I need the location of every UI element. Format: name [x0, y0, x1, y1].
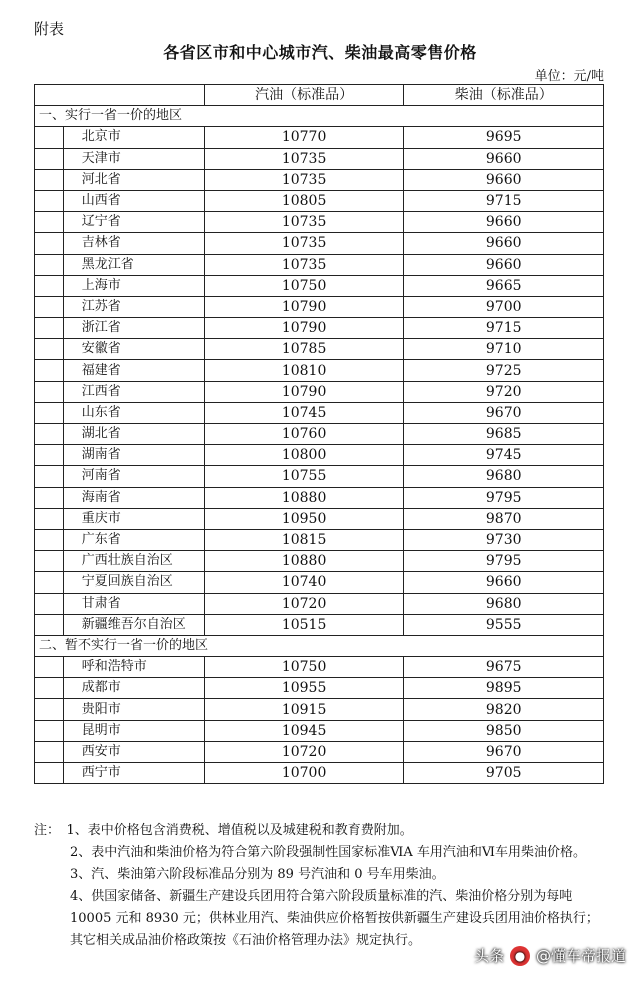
gasoline-price: 10790: [204, 296, 404, 317]
indent-cell: [35, 424, 64, 445]
gasoline-price: 10720: [204, 593, 404, 614]
indent-cell: [35, 360, 64, 381]
indent-cell: [35, 678, 64, 699]
appendix-label: 附表: [34, 20, 65, 38]
diesel-price: 9680: [404, 466, 604, 487]
table-row: [35, 445, 604, 466]
gasoline-price: 10745: [204, 402, 404, 423]
indent-cell: [35, 233, 64, 254]
table-row: [35, 360, 604, 381]
watermark-prefix: 头条: [473, 947, 504, 965]
diesel-price: 9745: [404, 445, 604, 466]
region-name: 湖北省: [63, 424, 204, 445]
gasoline-price: 10815: [204, 529, 404, 550]
gasoline-price: 10790: [204, 381, 404, 402]
header-blank-cell: [35, 85, 205, 106]
diesel-price: 9695: [404, 127, 604, 148]
section-header-row: [35, 106, 604, 127]
table-row: [35, 508, 604, 529]
diesel-price: 9700: [404, 296, 604, 317]
region-name: 贵阳市: [63, 699, 204, 720]
gasoline-price: 10950: [204, 508, 404, 529]
indent-cell: [35, 254, 64, 275]
region-name: 吉林省: [63, 233, 204, 254]
table-row: [35, 678, 604, 699]
region-name: 山西省: [63, 190, 204, 211]
table-row: [35, 169, 604, 190]
gasoline-price: 10735: [204, 169, 404, 190]
diesel-price: 9660: [404, 254, 604, 275]
indent-cell: [35, 466, 64, 487]
table-row: [35, 763, 604, 784]
indent-cell: [35, 296, 64, 317]
region-name: 宁夏回族自治区: [63, 572, 204, 593]
indent-cell: [35, 190, 64, 211]
diesel-price: 9685: [404, 424, 604, 445]
app-logo-icon: ●: [510, 946, 530, 966]
diesel-price: 9795: [404, 551, 604, 572]
diesel-price: 9660: [404, 148, 604, 169]
region-name: 昆明市: [63, 720, 204, 741]
diesel-price: 9795: [404, 487, 604, 508]
gasoline-price: 10955: [204, 678, 404, 699]
indent-cell: [35, 148, 64, 169]
gasoline-price: 10945: [204, 720, 404, 741]
gasoline-price: 10915: [204, 699, 404, 720]
table-row: [35, 720, 604, 741]
region-name: 河南省: [63, 466, 204, 487]
diesel-price: 9680: [404, 593, 604, 614]
gasoline-price: 10790: [204, 318, 404, 339]
diesel-price: 9895: [404, 678, 604, 699]
section-label: 一、实行一省一价的地区: [35, 106, 604, 127]
gasoline-price: 10770: [204, 127, 404, 148]
diesel-price: 9670: [404, 741, 604, 762]
indent-cell: [35, 212, 64, 233]
region-name: 天津市: [63, 148, 204, 169]
gasoline-price: 10750: [204, 275, 404, 296]
table-row: [35, 254, 604, 275]
table-row: [35, 572, 604, 593]
gasoline-price: 10700: [204, 763, 404, 784]
gasoline-price: 10785: [204, 339, 404, 360]
diesel-price: 9660: [404, 169, 604, 190]
region-name: 新疆维吾尔自治区: [63, 614, 204, 635]
indent-cell: [35, 127, 64, 148]
region-name: 广东省: [63, 529, 204, 550]
region-name: 西宁市: [63, 763, 204, 784]
region-name: 呼和浩特市: [63, 657, 204, 678]
indent-cell: [35, 381, 64, 402]
region-name: 福建省: [63, 360, 204, 381]
region-name: 北京市: [63, 127, 204, 148]
gasoline-price: 10720: [204, 741, 404, 762]
table-row: [35, 741, 604, 762]
diesel-price: 9710: [404, 339, 604, 360]
table-row: [35, 381, 604, 402]
gasoline-price: 10735: [204, 254, 404, 275]
table-row: [35, 699, 604, 720]
region-name: 海南省: [63, 487, 204, 508]
diesel-price: 9660: [404, 233, 604, 254]
region-name: 上海市: [63, 275, 204, 296]
table-row: [35, 529, 604, 550]
section-label: 二、暂不实行一省一价的地区: [35, 635, 604, 656]
table-row: [35, 127, 604, 148]
table-row: [35, 148, 604, 169]
gasoline-price: 10735: [204, 212, 404, 233]
table-row: [35, 275, 604, 296]
unit-label: 单位：元/吨: [534, 69, 604, 84]
diesel-price: 9660: [404, 212, 604, 233]
notes: [34, 820, 609, 952]
header-diesel: 柴油（标准品）: [404, 85, 604, 106]
table-row: [35, 190, 604, 211]
diesel-price: 9715: [404, 190, 604, 211]
region-name: 重庆市: [63, 508, 204, 529]
diesel-price: 9555: [404, 614, 604, 635]
gasoline-price: 10800: [204, 445, 404, 466]
watermark-account: @懂车帝报道: [535, 947, 626, 965]
diesel-price: 9720: [404, 381, 604, 402]
diesel-price: 9725: [404, 360, 604, 381]
gasoline-price: 10880: [204, 487, 404, 508]
indent-cell: [35, 741, 64, 762]
gasoline-price: 10760: [204, 424, 404, 445]
region-name: 河北省: [63, 169, 204, 190]
table-row: [35, 657, 604, 678]
region-name: 江西省: [63, 381, 204, 402]
gasoline-price: 10740: [204, 572, 404, 593]
diesel-price: 9820: [404, 699, 604, 720]
table-row: [35, 212, 604, 233]
gasoline-price: 10750: [204, 657, 404, 678]
diesel-price: 9705: [404, 763, 604, 784]
gasoline-price: 10755: [204, 466, 404, 487]
indent-cell: [35, 487, 64, 508]
diesel-price: 9730: [404, 529, 604, 550]
diesel-price: 9670: [404, 402, 604, 423]
indent-cell: [35, 699, 64, 720]
gasoline-price: 10805: [204, 190, 404, 211]
region-name: 浙江省: [63, 318, 204, 339]
indent-cell: [35, 318, 64, 339]
region-name: 湖南省: [63, 445, 204, 466]
table-row: [35, 318, 604, 339]
region-name: 甘肃省: [63, 593, 204, 614]
indent-cell: [35, 402, 64, 423]
note-3: 3、汽、柴油第六阶段标准品分别为 89 号汽油和 0 号车用柴油。: [70, 867, 445, 882]
gasoline-price: 10735: [204, 148, 404, 169]
region-name: 安徽省: [63, 339, 204, 360]
diesel-price: 9675: [404, 657, 604, 678]
table-row: [35, 466, 604, 487]
region-name: 辽宁省: [63, 212, 204, 233]
indent-cell: [35, 169, 64, 190]
diesel-price: 9660: [404, 572, 604, 593]
note-2: 2、表中汽油和柴油价格为符合第六阶段强制性国家标准ⅥA 车用汽油和Ⅵ车用柴油价格。: [70, 845, 586, 860]
note-1: 注： 1、表中价格包含消费税、增值税以及城建税和教育费附加。: [34, 823, 413, 838]
table-row: [35, 296, 604, 317]
note-4: 4、供国家储备、新疆生产建设兵团用符合第六阶段质量标准的汽、柴油价格分别为每吨 10005 元和 8930 元；供林业用汽、柴油供应价格暂按供新疆生产建设兵团用油价格执行；其它相关成品油价格政策按《石油价格管理办法》规定执行。: [70, 889, 599, 948]
region-name: 广西壮族自治区: [63, 551, 204, 572]
indent-cell: [35, 572, 64, 593]
indent-cell: [35, 551, 64, 572]
gasoline-price: 10880: [204, 551, 404, 572]
diesel-price: 9850: [404, 720, 604, 741]
section-header-row: [35, 635, 604, 656]
document-title: 各省区市和中心城市汽、柴油最高零售价格: [163, 43, 477, 62]
table-row: [35, 487, 604, 508]
indent-cell: [35, 445, 64, 466]
indent-cell: [35, 657, 64, 678]
indent-cell: [35, 339, 64, 360]
price-table: [34, 84, 604, 784]
indent-cell: [35, 614, 64, 635]
region-name: 黑龙江省: [63, 254, 204, 275]
region-name: 江苏省: [63, 296, 204, 317]
table-row: [35, 233, 604, 254]
watermark: [474, 945, 626, 966]
gasoline-price: 10810: [204, 360, 404, 381]
region-name: 山东省: [63, 402, 204, 423]
table-row: [35, 402, 604, 423]
table-row: [35, 614, 604, 635]
diesel-price: 9715: [404, 318, 604, 339]
indent-cell: [35, 529, 64, 550]
table-header-row: [35, 85, 604, 106]
table-row: [35, 339, 604, 360]
region-name: 成都市: [63, 678, 204, 699]
diesel-price: 9870: [404, 508, 604, 529]
indent-cell: [35, 763, 64, 784]
gasoline-price: 10735: [204, 233, 404, 254]
diesel-price: 9665: [404, 275, 604, 296]
region-name: 西安市: [63, 741, 204, 762]
gasoline-price: 10515: [204, 614, 404, 635]
header-gasoline: 汽油（标准品）: [204, 85, 404, 106]
table-row: [35, 551, 604, 572]
indent-cell: [35, 720, 64, 741]
table-row: [35, 593, 604, 614]
indent-cell: [35, 593, 64, 614]
indent-cell: [35, 275, 64, 296]
table-row: [35, 424, 604, 445]
indent-cell: [35, 508, 64, 529]
